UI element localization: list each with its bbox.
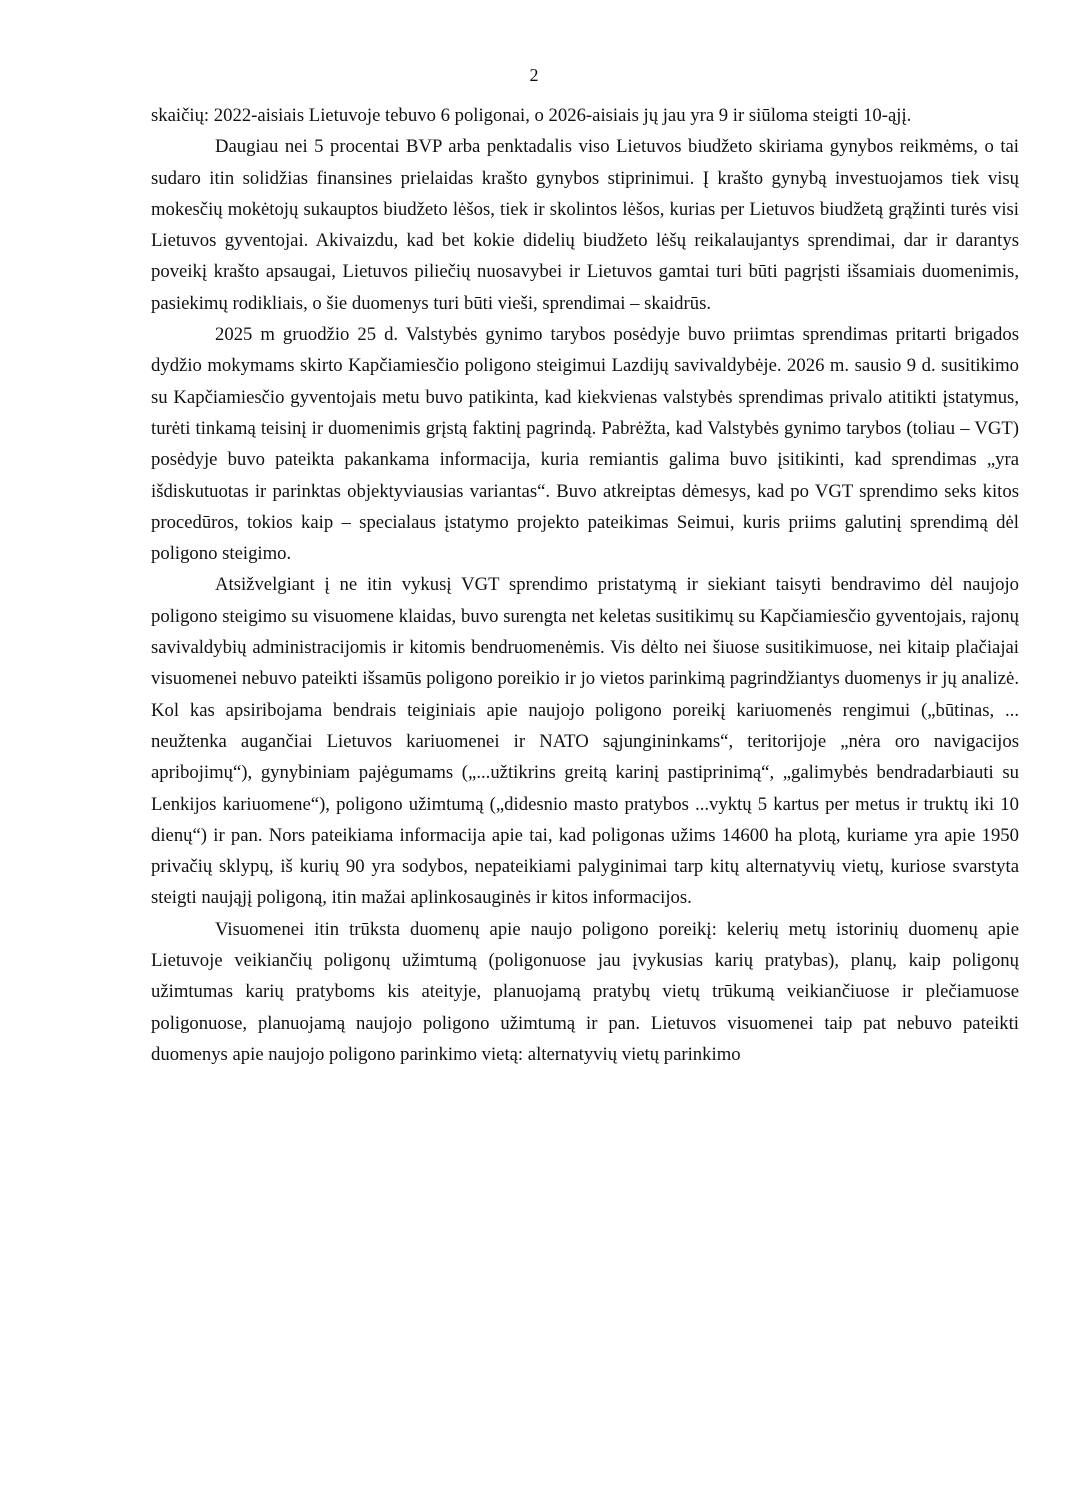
document-body	[151, 100, 1019, 1070]
paragraph-missing-data: Visuomenei itin trūksta duomenų apie naujo poligono poreikį: kelerių metų istorinių duomenų apie Lietuvoje veikiančių poligonų užimtumą (poligonuose jau įvykusias karių pratybas), planų, kaip poligonų užimtumas karių pratyboms kis ateityje, planuojamą pratybų vietų trūkumą veikiančiuose ir plečiamuose poligonuose, planuojamą naujojo poligono užimtumą ir pan. Lietuvos visuomenei taip pat nebuvo pateikti duomenys apie naujojo poligono parinkimo vietą: alternatyvių vietų parinkimo	[151, 918, 1019, 1065]
paragraph-defense-budget: Daugiau nei 5 procentai BVP arba penktadalis viso Lietuvos biudžeto skiriama gynybos reikmėms, o tai sudaro itin solidžias finansines prielaidas krašto gynybos stiprinimui. Į krašto gynybą investuojamos tiek visų mokesčių mokėtojų sukauptos biudžeto lėšos, tiek ir skolintos lėšos, kurias per Lietuvos biudžetą grąžinti turės visi Lietuvos gyventojai. Akivaizdu, kad bet kokie didelių biudžeto lėšų reikalaujantys sprendimai, dar ir darantys poveikį krašto apsaugai, Lietuvos piliečių nuosavybei ir Lietuvos gamtai turi būti pagrįsti išsamiais duomenimis, pasiekimų rodikliais, o šie duomenys turi būti vieši, sprendimai – skaidrūs.	[151, 136, 1019, 314]
paragraph-public-meetings: Atsižvelgiant į ne itin vykusį VGT sprendimo pristatymą ir siekiant taisyti bendravimo dėl naujojo poligono steigimo su visuomene klaidas, buvo surengta net keletas susitikimų su Kapčiamiesčio gyventojais, rajonų savivaldybių administracijomis ir kitomis bendruomenėmis. Vis dėlto nei šiuose susitikimuose, nei kitaip plačiajai visuomenei nebuvo pateikti išsamūs poligono poreikio ir jo vietos parinkimą pagrindžiantys duomenys ir jų analizė. Kol kas apsiribojama bendrais teiginiais apie naujojo poligono poreikį kariuomenės rengimui („būtinas, ... neužtenka augančiai Lietuvos kariuomenei ir NATO sąjungininkams“, teritorijoje „nėra oro navigacijos apribojimų“), gynybiniam pajėgumams („...užtikrins greitą karinį pastiprinimą“, „galimybės bendradarbiauti su Lenkijos kariuomene“), poligono užimtumą („didesnio masto pratybos ...vyktų 5 kartus per metus ir truktų iki 10 dienų“) ir pan. Nors pateikiama informacija apie tai, kad poligonas užims 14600 ha plotą, kuriame yra apie 1950 privačių sklypų, iš kurių 90 yra sodybos, nepateikiami palyginimai tarp kitų alternatyvių vietų, kuriose svarstyta steigti naująjį poligoną, itin mažai aplinkosauginės ir kitos informacijos.	[151, 574, 1019, 909]
paragraph-vgt-decision: 2025 m gruodžio 25 d. Valstybės gynimo tarybos posėdyje buvo priimtas sprendimas pritarti brigados dydžio mokymams skirto Kapčiamiesčio poligono steigimui Lazdijų savivaldybėje. 2026 m. sausio 9 d. susitikimo su Kapčiamiesčio gyventojais metu buvo patikinta, kad kiekvienas valstybės sprendimas privalo atitikti įstatymus, turėti tinkamą teisinį ir duomenimis grįstą faktinį pagrindą. Pabrėžta, kad Valstybės gynimo tarybos (toliau – VGT) posėdyje buvo pateikta pakankama informacija, kuria remiantis galima buvo įsitikinti, kad sprendimas „yra išdiskutuotas ir parinktas objektyviausias variantas“. Buvo atkreiptas dėmesys, kad po VGT sprendimo seks kitos procedūros, tokios kaip – specialaus įstatymo projekto pateikimas Seimui, kuris priims galutinį sprendimą dėl poligono steigimo.	[151, 324, 1019, 565]
page-number: 2	[529, 65, 539, 85]
paragraph-continuation: skaičių: 2022-aisiais Lietuvoje tebuvo 6 poligonai, o 2026-aisiais jų jau yra 9 ir siūloma steigti 10-ąjį.	[151, 105, 912, 126]
